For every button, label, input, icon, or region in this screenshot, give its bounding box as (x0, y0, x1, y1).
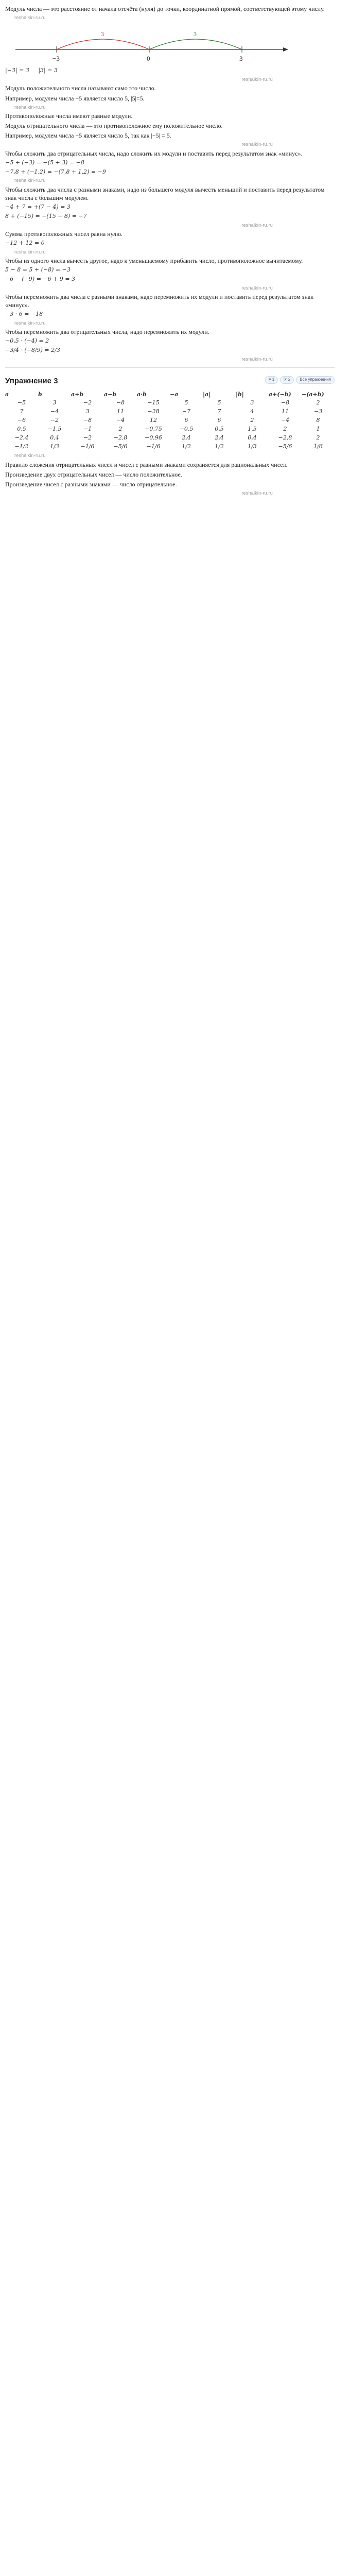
table-cell: 6 (184, 417, 188, 424)
table-cell: −1/2 (14, 443, 29, 450)
table-cell: 11 (282, 408, 289, 415)
number-line-diagram (5, 24, 293, 65)
table-cell: 3 (52, 399, 57, 406)
table-cell: −8 (116, 399, 125, 406)
table-cell: −2,8 (278, 434, 292, 441)
formula-multiply-2: −0,5 · (−4) = 2 (5, 337, 49, 345)
table-cell: 0,5 (215, 425, 224, 432)
formula-mixed-sum-1: −4 + 7 = +(7 − 4) = 3 (5, 203, 71, 210)
table-cell: 0,5 (17, 425, 26, 432)
table-cell: 1/3 (248, 443, 257, 450)
table-cell: 1/2 (182, 443, 191, 450)
numberline-left-label: −3 (52, 55, 60, 63)
table-cell: −3 (313, 408, 323, 415)
watermark: reshalkin-ru.ru (241, 285, 273, 291)
intro-paragraph-7: Чтобы сложить два отрицательных числа, надо сложить их модули и поставить перед результатом знак «минус». (5, 149, 303, 157)
watermark: reshalkin-ru.ru (14, 320, 46, 326)
table-header-cell: −(a+b) (302, 391, 324, 398)
table-cell: 1 (316, 425, 320, 432)
table-cell: −15 (147, 399, 160, 406)
watermark: reshalkin-ru.ru (14, 249, 46, 255)
table-cell: −1/6 (80, 443, 95, 450)
watermark: reshalkin-ru.ru (241, 77, 273, 82)
closing-paragraph-1: Правило сложения отрицательных чисел и чисел с разными знаками сохраняется для рациональных чисел. (5, 461, 288, 468)
table-cell: −1 (83, 425, 92, 432)
table-cell: 7 (217, 408, 221, 415)
table-cell: 2 (118, 425, 122, 432)
table-cell: −5/6 (113, 443, 128, 450)
table-cell: −2 (83, 434, 92, 441)
intro-paragraph-3: Например, модулем числа −5 является число 5, |5|=5. (5, 94, 145, 102)
table-cell: −28 (147, 408, 160, 415)
table-header-cell: a−b (104, 391, 117, 398)
table-cell: −4 (116, 417, 125, 424)
table-cell: 5 (184, 399, 188, 406)
table-cell: −7 (182, 408, 191, 415)
table-cell: −2,8 (113, 434, 128, 441)
all-exercises-link[interactable]: Все упражнения (296, 376, 335, 384)
watermark: reshalkin-ru.ru (241, 357, 273, 362)
formula-multiply-3: −3/4 · (−8/9) = 2/3 (5, 347, 60, 354)
table-cell: −0,5 (179, 425, 194, 432)
table-header-cell: a (5, 391, 9, 398)
watermark: reshalkin-ru.ru (241, 222, 273, 228)
watermark: reshalkin-ru.ru (14, 15, 46, 21)
intro-paragraph-2: Модуль положительного числа называют само это число. (5, 84, 156, 92)
table-cell: −0,75 (145, 425, 162, 432)
exercise-nav-button-2[interactable]: ⎘ 2 (280, 376, 294, 384)
table-cell: −2 (50, 417, 59, 424)
closing-paragraph-2: Произведение двух отрицательных чисел — число положительное. (5, 470, 182, 478)
intro-paragraph-10: Чтобы из одного числа вычесть другое, надо к уменьшаемому прибавить число, противоположное вычитаемому. (5, 257, 303, 264)
table-cell: −5/6 (278, 443, 292, 450)
table-cell: 1,5 (248, 425, 257, 432)
table-cell: 8 (316, 417, 320, 424)
numberline-zero-label: 0 (147, 55, 150, 63)
table-cell: −4 (50, 408, 59, 415)
table-cell: 2 (316, 399, 320, 406)
table-header-cell: a+(−b) (269, 391, 291, 398)
table-cell: 1/3 (50, 443, 59, 450)
table-cell: 1/6 (313, 443, 323, 450)
table-cell: 3 (85, 408, 90, 415)
table-header-cell: b (38, 391, 42, 398)
watermark: reshalkin-ru.ru (14, 178, 46, 183)
table-cell: 6 (217, 417, 221, 424)
table-header-cell: a·b (137, 391, 147, 398)
table-cell: 3 (250, 399, 254, 406)
table-cell: 2,4 (182, 434, 191, 441)
numberline-right-label: 3 (239, 55, 243, 63)
watermark: reshalkin-ru.ru (14, 104, 46, 110)
exercise-nav (265, 376, 335, 384)
exercise-table (5, 391, 335, 451)
intro-paragraph-11: Чтобы перемножить два числа с разными знаками, надо перемножить их модули и поставить перед результатом знак «минус». (5, 293, 314, 309)
intro-paragraph-6: Например, модулем числа −5 является число 5, так как |−5| = 5. (5, 132, 171, 140)
exercise-header (5, 367, 335, 388)
table-cell: 2,4 (215, 434, 224, 441)
formula-subtract-1: 5 − 8 = 5 + (−8) = −3 (5, 266, 71, 274)
formula-modulus: |−3| = 3 |3| = 3 (5, 67, 58, 74)
table-cell: 2 (250, 417, 254, 424)
table-cell: −1/6 (146, 443, 161, 450)
formula-subtract-2: −6 − (−9) = −6 + 9 = 3 (5, 275, 76, 282)
table-cell: −2 (83, 399, 92, 406)
table-header-cell: −a (170, 391, 179, 398)
closing-paragraph-3: Произведение чисел с разными знаками — число отрицательное. (5, 480, 177, 488)
table-cell: 4 (250, 408, 254, 415)
intro-paragraph-5: Модуль отрицательного числа — это противоположное ему положительное число. (5, 122, 223, 130)
table-cell: −5 (17, 399, 26, 406)
watermark: reshalkin-ru.ru (14, 453, 46, 459)
table-cell: −8 (83, 417, 92, 424)
table-cell: −8 (281, 399, 290, 406)
table-header-cell: |b| (236, 391, 244, 398)
watermark: reshalkin-ru.ru (241, 490, 273, 496)
intro-paragraph-1: Модуль числа — это расстояние от начала отсчёта (нуля) до точки, координатной прямой, соответствующей этому числу. (5, 5, 325, 12)
formula-multiply-1: −3 · 6 = −18 (5, 311, 43, 318)
table-cell: 2 (316, 434, 320, 441)
formula-neg-sum-1: −5 + (−3) = −(5 + 3) = −8 (5, 159, 84, 166)
numberline-arc-right-label: 3 (194, 30, 197, 38)
table-cell: 1/2 (215, 443, 224, 450)
exercise-nav-button-1[interactable]: ≡ 1 (265, 376, 278, 384)
table-cell: 7 (20, 408, 24, 415)
table-header-cell: a+b (71, 391, 84, 398)
exercise-title: Упражнение 3 (5, 377, 58, 386)
table-cell: 5 (217, 399, 221, 406)
document-page (0, 0, 340, 502)
numberline-arc-left-label: 3 (101, 30, 104, 38)
formula-opposite-sum: −12 + 12 = 0 (5, 239, 45, 246)
table-header-cell: |a| (203, 391, 211, 398)
table-cell: −6 (17, 417, 26, 424)
table-cell: 2 (283, 425, 287, 432)
table-cell: −1,5 (47, 425, 62, 432)
formula-neg-sum-2: −7,8 + (−1,2) = −(7,8 + 1,2) = −9 (5, 168, 106, 175)
table-cell: −4 (281, 417, 290, 424)
table-cell: −0,96 (145, 434, 162, 441)
intro-paragraph-8: Чтобы сложить два числа с разными знаками, надо из большего модуля вычесть меньший и поставить перед результатом знак числа с большим модулем. (5, 185, 325, 201)
watermark: reshalkin-ru.ru (241, 142, 273, 147)
intro-paragraph-12: Чтобы перемножить два отрицательных числа, надо перемножить их модули. (5, 328, 209, 336)
table-cell: 0,4 (50, 434, 59, 441)
table-cell: 12 (150, 417, 157, 424)
intro-paragraph-9: Сумма противоположных чисел равна нулю. (5, 230, 123, 238)
table-cell: −2,4 (14, 434, 29, 441)
table-cell: 11 (117, 408, 124, 415)
table-cell: 0,4 (248, 434, 257, 441)
formula-mixed-sum-2: 8 + (−15) = −(15 − 8) = −7 (5, 212, 87, 219)
intro-paragraph-4: Противоположные числа имеют равные модули. (5, 112, 133, 120)
